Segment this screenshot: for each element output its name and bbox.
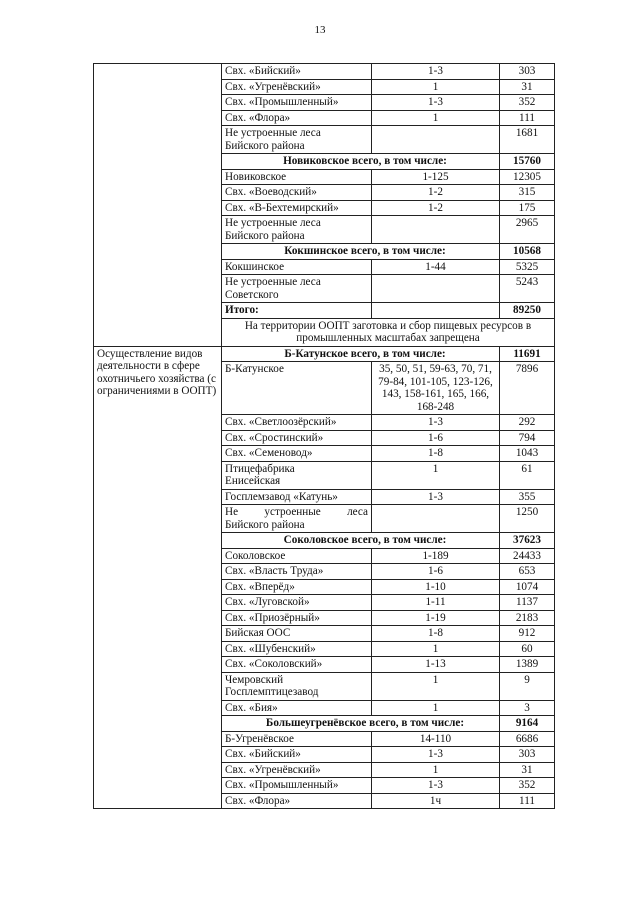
area-value: 175 [500,200,555,216]
quarter-numbers [372,126,500,154]
subtotal-area: 10568 [500,244,555,260]
subtotal-label: Б-Катунское всего, в том числе: [222,346,500,362]
area-value: 352 [500,95,555,111]
unit-name: Не устроенные леса Бийского района [222,216,372,244]
area-value: 352 [500,778,555,794]
unit-name: Не устроенные леса Бийского района [222,505,372,533]
quarter-numbers: 1 [372,79,500,95]
area-value: 355 [500,489,555,505]
subtotal-label: Соколовское всего, в том числе: [222,533,500,549]
unit-name: Свх. «Флора» [222,110,372,126]
quarter-numbers: 1 [372,110,500,126]
unit-name: Свх. «Бийский» [222,747,372,763]
unit-name: Свх. «Угренёвский» [222,79,372,95]
unit-name: Свх. «Луговской» [222,595,372,611]
quarter-numbers: 1-125 [372,169,500,185]
area-value: 111 [500,793,555,809]
area-value: 315 [500,185,555,201]
quarter-numbers: 1-11 [372,595,500,611]
quarter-numbers: 1-3 [372,778,500,794]
quarter-numbers [372,216,500,244]
area-value: 1074 [500,579,555,595]
area-value: 1250 [500,505,555,533]
area-value: 1137 [500,595,555,611]
area-value: 24433 [500,548,555,564]
quarter-numbers: 1-44 [372,259,500,275]
quarter-numbers: 1-3 [372,489,500,505]
quarter-numbers: 1ч [372,793,500,809]
area-value: 653 [500,564,555,580]
quarter-numbers: 1-13 [372,657,500,673]
unit-name: Свх. «В-Бехтемирский» [222,200,372,216]
unit-name: Свх. «Вперёд» [222,579,372,595]
category-cell-empty [94,64,222,347]
subtotal-label: Новиковское всего, в том числе: [222,154,500,170]
quarter-numbers: 1 [372,461,500,489]
subtotal-label: Большеугренёвское всего, в том числе: [222,716,500,732]
total-label: Итого: [222,303,372,319]
unit-name: Свх. «Соколовский» [222,657,372,673]
area-value: 9 [500,672,555,700]
unit-name: Птицефабрика Енисейская [222,461,372,489]
quarter-numbers [372,275,500,303]
subtotal-area: 9164 [500,716,555,732]
page-number: 13 [314,24,326,36]
unit-name: Свх. «Промышленный» [222,95,372,111]
quarter-numbers: 1-6 [372,564,500,580]
unit-name: Б-Угренёвское [222,731,372,747]
quarter-numbers: 1-3 [372,95,500,111]
area-value: 31 [500,762,555,778]
unit-name: Свх. «Воеводский» [222,185,372,201]
quarter-numbers: 1-3 [372,415,500,431]
subtotal-row [94,346,555,362]
unit-name: Б-Катунское [222,362,372,415]
subtotal-label: Кокшинское всего, в том числе: [222,244,500,260]
area-value: 1043 [500,446,555,462]
area-value: 794 [500,430,555,446]
quarter-numbers: 1-6 [372,430,500,446]
table-row [94,64,555,80]
area-value: 2183 [500,610,555,626]
area-value: 111 [500,110,555,126]
unit-name: Не устроенные леса Советского [222,275,372,303]
quarter-numbers: 1-19 [372,610,500,626]
quarter-numbers: 1-2 [372,200,500,216]
area-value: 3 [500,700,555,716]
unit-name: Соколовское [222,548,372,564]
quarter-numbers: 14-110 [372,731,500,747]
subtotal-area: 37623 [500,533,555,549]
subtotal-area: 15760 [500,154,555,170]
unit-name: Чемровский Госплемптицезавод [222,672,372,700]
area-value: 5243 [500,275,555,303]
quarter-numbers: 1 [372,762,500,778]
area-value: 6686 [500,731,555,747]
area-value: 303 [500,64,555,80]
total-empty [372,303,500,319]
hunting-grounds-table [93,63,555,809]
area-value: 292 [500,415,555,431]
quarter-numbers: 1-3 [372,64,500,80]
quarter-numbers: 1-189 [372,548,500,564]
area-value: 1681 [500,126,555,154]
unit-name: Свх. «Шубенский» [222,641,372,657]
unit-name: Свх. «Флора» [222,793,372,809]
unit-name: Свх. «Промышленный» [222,778,372,794]
unit-name: Не устроенные леса Бийского района [222,126,372,154]
unit-name: Бийская ООС [222,626,372,642]
quarter-numbers: 1-2 [372,185,500,201]
unit-name: Кокшинское [222,259,372,275]
quarter-numbers: 1-8 [372,446,500,462]
unit-name: Свх. «Светлоозёрский» [222,415,372,431]
unit-name: Свх. «Бийский» [222,64,372,80]
category-cell: Осуществление видов деятельности в сфере охотничьего хозяйства (с ограничениями в ООПТ) [94,346,222,809]
unit-name: Свх. «Сростинский» [222,430,372,446]
area-value: 61 [500,461,555,489]
unit-name: Свх. «Власть Труда» [222,564,372,580]
unit-name: Свх. «Угренёвский» [222,762,372,778]
quarter-numbers: 35, 50, 51, 59-63, 70, 71, 79-84, 101-105, 123-126, 143, 158-161, 165, 166, 168-248 [372,362,500,415]
area-value: 5325 [500,259,555,275]
quarter-numbers: 1-8 [372,626,500,642]
restriction-note: На территории ООПТ заготовка и сбор пищевых ресурсов в промышленных масштабах запрещена [222,318,555,346]
area-value: 60 [500,641,555,657]
quarter-numbers: 1 [372,672,500,700]
quarter-numbers: 1 [372,641,500,657]
quarter-numbers: 1-3 [372,747,500,763]
unit-name: Свх. «Приозёрный» [222,610,372,626]
unit-name: Свх. «Бия» [222,700,372,716]
area-value: 2965 [500,216,555,244]
area-value: 31 [500,79,555,95]
unit-name: Новиковское [222,169,372,185]
area-value: 7896 [500,362,555,415]
unit-name: Госплемзавод «Катунь» [222,489,372,505]
quarter-numbers: 1 [372,700,500,716]
total-area: 89250 [500,303,555,319]
area-value: 912 [500,626,555,642]
area-value: 1389 [500,657,555,673]
subtotal-area: 11691 [500,346,555,362]
quarter-numbers: 1-10 [372,579,500,595]
area-value: 12305 [500,169,555,185]
unit-name: Свх. «Семеновод» [222,446,372,462]
quarter-numbers [372,505,500,533]
area-value: 303 [500,747,555,763]
